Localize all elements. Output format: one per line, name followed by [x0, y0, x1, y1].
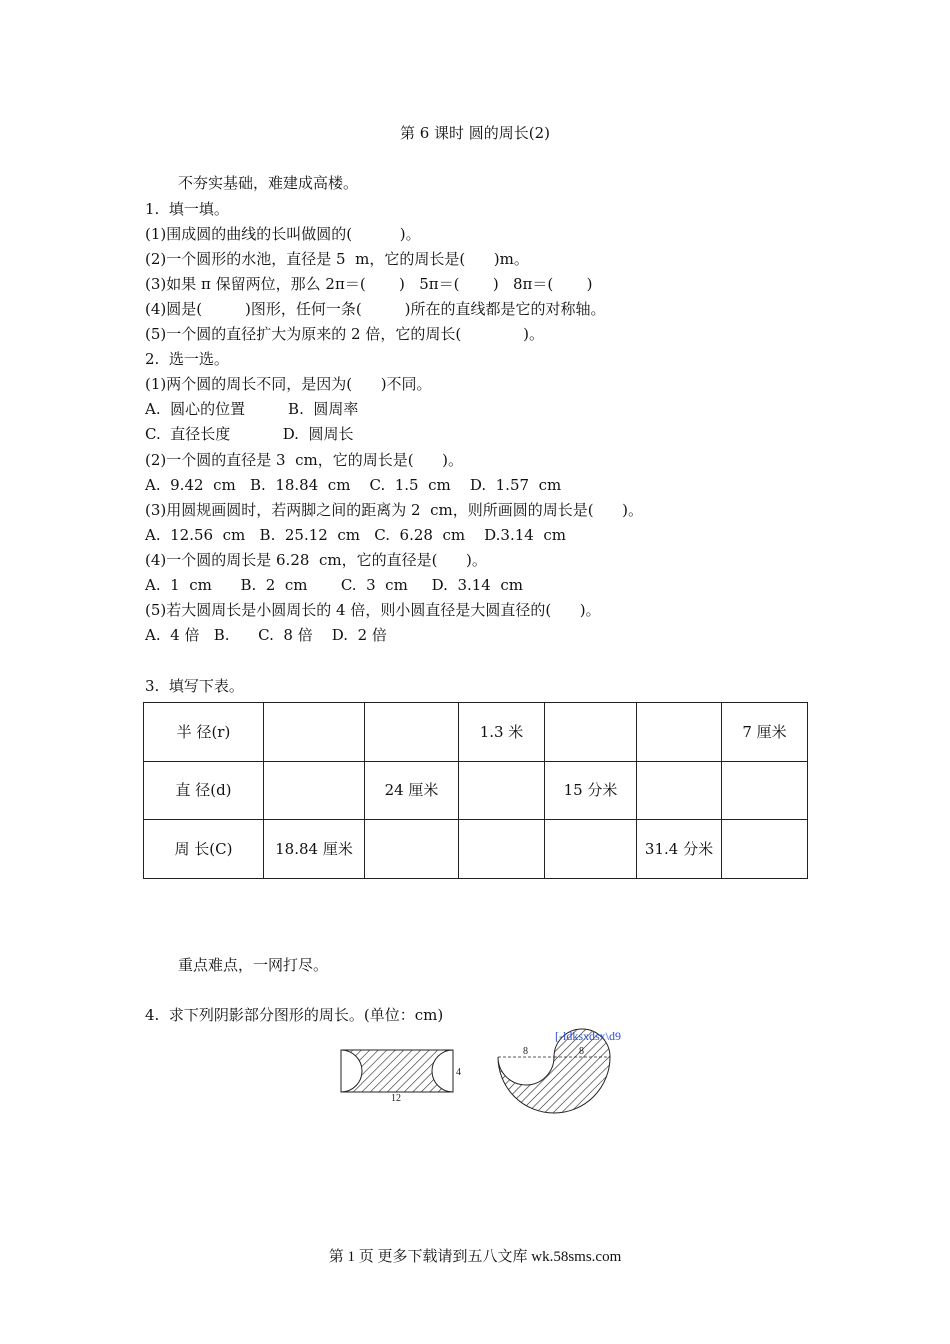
page-footer: 第 1 页 更多下载请到五八文库 wk.58sms.com [328, 1249, 622, 1265]
motto-key-points: 重点难点，一网打尽。 [178, 956, 329, 974]
shaded-figures [335, 1025, 655, 1145]
figure-semicircle-composite [498, 1029, 621, 1113]
q2-item-1: (1)两个圆的周长不同，是因为( )不同。 [145, 375, 432, 393]
table-cell [722, 820, 808, 879]
q1-heading: 1. 填一填。 [145, 200, 229, 218]
table-cell: 1.3 米 [459, 703, 545, 762]
q2-item-4: (4)一个圆的周长是 6.28 cm，它的直径是( )。 [145, 551, 487, 569]
table-cell [365, 820, 459, 879]
motto-foundation: 不夯实基础，难建成高楼。 [178, 174, 359, 192]
table-cell [545, 820, 637, 879]
q2-item-5: (5)若大圆周长是小圆周长的 4 倍，则小圆直径是大圆直径的( )。 [145, 601, 601, 619]
q2-item-1-options-ab: A. 圆心的位置 B. 圆周率 [145, 400, 359, 418]
table-row-diameter [144, 761, 808, 820]
fig2-left-label: 8 [523, 1046, 528, 1057]
table-cell [264, 761, 365, 820]
q2-item-3: (3)用圆规画圆时，若两脚之间的距离为 2 cm，则所画圆的周长是( )。 [145, 501, 644, 519]
row-header-diameter: 直 径(d) [144, 761, 264, 820]
q1-item-1: (1)围成圆的曲线的长叫做圆的( )。 [145, 225, 421, 243]
table-cell: 15 分米 [545, 761, 637, 820]
page-title: 第 6 课时 圆的周长(2) [399, 124, 551, 142]
q1-item-2: (2)一个圆形的水池，直径是 5 m，它的周长是( )m。 [145, 250, 529, 268]
table-cell: 24 厘米 [365, 761, 459, 820]
table-cell [264, 703, 365, 762]
radius-diameter-circumference-table [143, 702, 808, 879]
q2-item-4-options: A. 1 cm B. 2 cm C. 3 cm D. 3.14 cm [145, 576, 524, 594]
q1-item-4: (4)圆是( )图形，任何一条( )所在的直线都是它的对称轴。 [145, 300, 606, 318]
table-cell [637, 761, 722, 820]
fig2-right-label: 8 [579, 1046, 584, 1057]
table-cell: 7 厘米 [722, 703, 808, 762]
table-cell [459, 761, 545, 820]
table-cell [722, 761, 808, 820]
q2-item-5-options: A. 4 倍 B. C. 8 倍 D. 2 倍 [145, 626, 387, 644]
fig1-bottom-label: 12 [391, 1093, 401, 1104]
q2-item-3-options: A. 12.56 cm B. 25.12 cm C. 6.28 cm D.3.14 cm [145, 526, 566, 544]
q2-heading: 2. 选一选。 [145, 350, 229, 368]
q3-heading: 3. 填写下表。 [145, 677, 244, 695]
table-cell [459, 820, 545, 879]
q1-item-3: (3)如果 π 保留两位，那么 2π＝( ) 5π＝( ) 8π＝( ) [145, 275, 593, 293]
table-cell: 18.84 厘米 [264, 820, 365, 879]
figure-rectangle-semicircle-cutouts [341, 1050, 461, 1104]
table-row-radius [144, 703, 808, 762]
table-cell: 31.4 分米 [637, 820, 722, 879]
row-header-radius: 半 径(r) [144, 703, 264, 762]
table-cell [365, 703, 459, 762]
q2-item-1-options-cd: C. 直径长度 D. 圆周长 [145, 425, 354, 443]
q4-heading: 4. 求下列阴影部分图形的周长。(单位：cm) [145, 1006, 444, 1024]
q2-item-2: (2)一个圆的直径是 3 cm，它的周长是( )。 [145, 451, 464, 469]
table-cell [637, 703, 722, 762]
q2-item-2-options: A. 9.42 cm B. 18.84 cm C. 1.5 cm D. 1.57 cm [145, 476, 562, 494]
table-row-circumference [144, 820, 808, 879]
fig1-side-label: 4 [456, 1067, 461, 1078]
table-cell [545, 703, 637, 762]
row-header-circumference: 周 长(C) [144, 820, 264, 879]
fig2-watermark-text: [-ldksxdsx\d9 [555, 1029, 621, 1043]
q1-item-5: (5)一个圆的直径扩大为原来的 2 倍，它的周长( )。 [145, 325, 545, 343]
